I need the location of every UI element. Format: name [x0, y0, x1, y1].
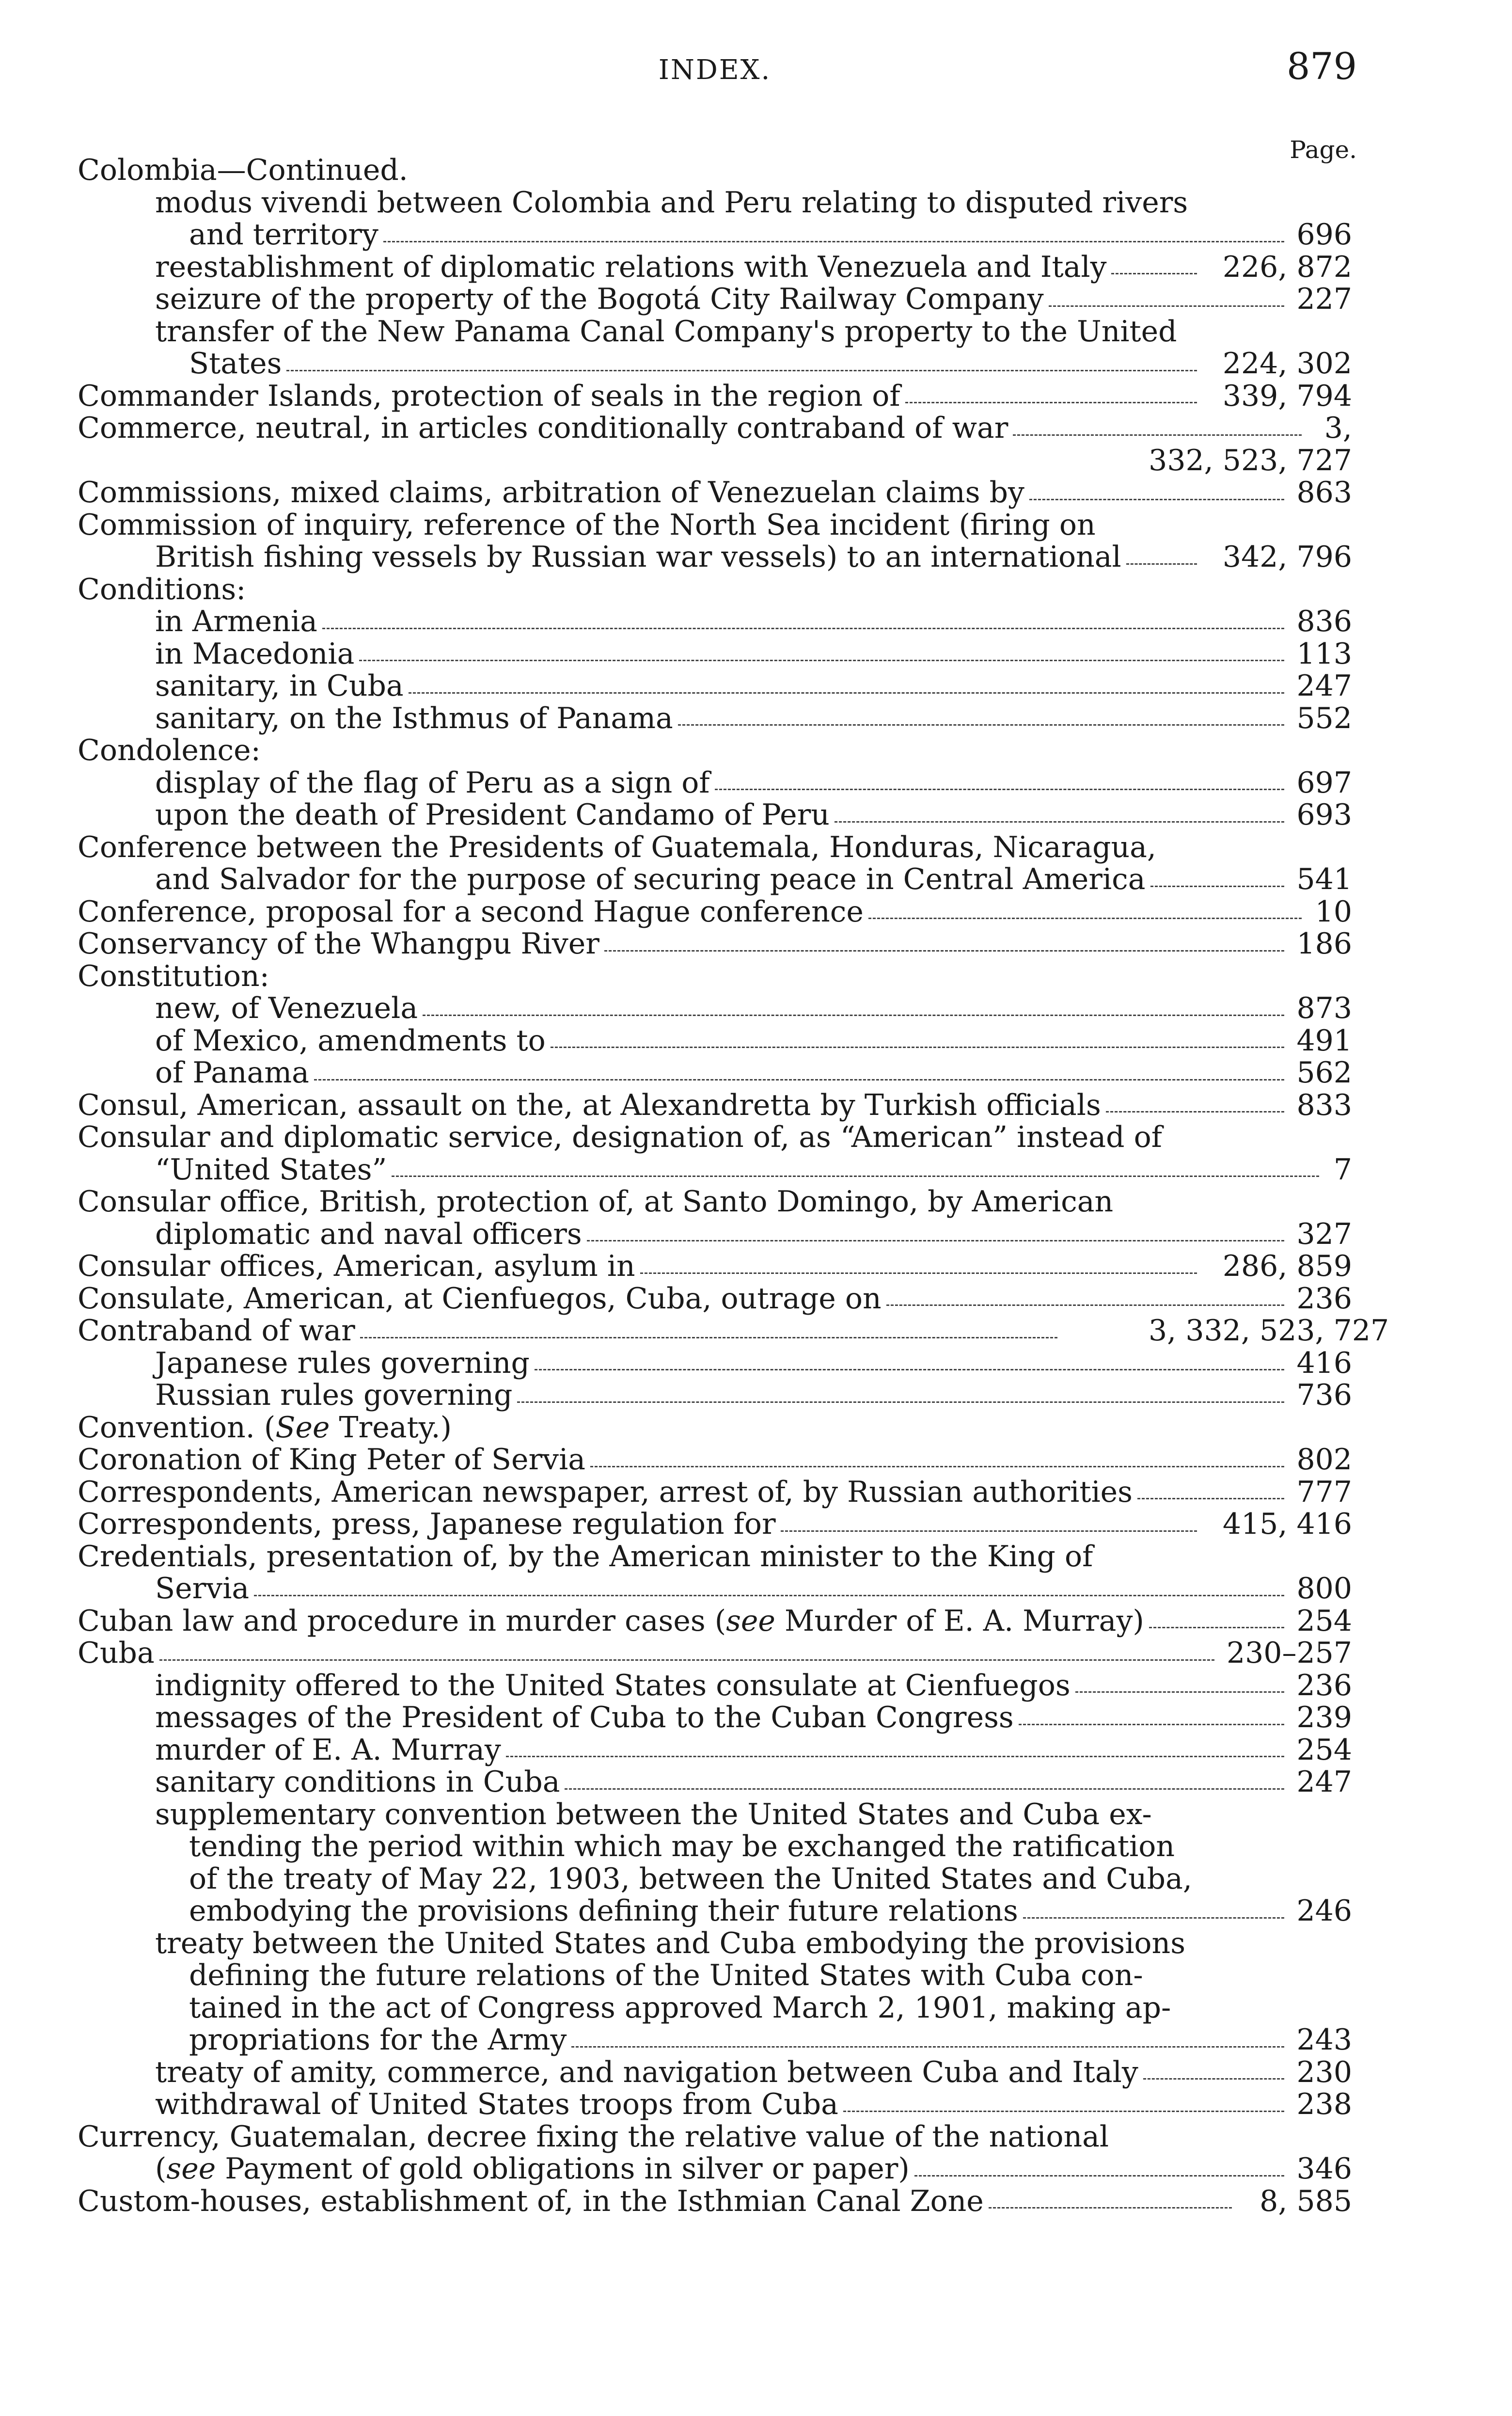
- dot-leader: [159, 1659, 1214, 1661]
- index-entry: [0, 1250, 1512, 1283]
- entry-line: [78, 1283, 1290, 1315]
- entry-line: [78, 154, 408, 187]
- entry-text: Conference, proposal for a second Hague conference: [78, 894, 864, 929]
- entry-page: 777: [1296, 1475, 1352, 1509]
- entry-page: 332, 523, 727: [1149, 443, 1352, 477]
- entry-text: British fishing vessels by Russian war vessels) to an international: [155, 540, 1121, 574]
- entry-text: Condolence:: [78, 733, 261, 767]
- index-entry: [0, 928, 1512, 960]
- entry-line: [189, 1992, 1171, 2024]
- index-entry: [0, 1734, 1512, 1766]
- entry-line: [155, 638, 1290, 670]
- index-entry: [0, 1121, 1512, 1154]
- entry-text: sanitary conditions in Cuba: [155, 1765, 560, 1799]
- entry-page: 254: [1296, 1733, 1352, 1767]
- entry-text: Commissions, mixed claims, arbitration of Venezuelan claims by: [78, 476, 1024, 509]
- index-entry: [0, 992, 1512, 1025]
- entry-line: [155, 1734, 1290, 1766]
- entry-text: Consular offices, American, asylum in: [78, 1249, 635, 1283]
- entry-page: 863: [1296, 476, 1352, 509]
- entry-text: and territory: [189, 218, 378, 252]
- entry-text: of Panama: [155, 1056, 309, 1090]
- index-entry: [0, 896, 1512, 928]
- entry-text: Conference between the Presidents of Guatemala, Honduras, Nicaragua,: [78, 830, 1157, 864]
- entry-text: propriations for the Army: [189, 2023, 567, 2057]
- entry-text: murder of E. A. Murray: [155, 1733, 501, 1767]
- entry-line: [155, 799, 1290, 831]
- dot-leader: [286, 370, 1197, 371]
- entry-page: 541: [1296, 862, 1352, 896]
- entry-page: 243: [1296, 2023, 1352, 2057]
- entry-line: [155, 1927, 1185, 1960]
- entry-page: 247: [1296, 1765, 1352, 1799]
- index-entry: [0, 2056, 1512, 2089]
- entry-text: Cuba: [78, 1636, 155, 1670]
- entry-page: 696: [1296, 218, 1352, 252]
- entry-line: [155, 1218, 1290, 1251]
- entry-line: [189, 1830, 1175, 1863]
- index-entry: [0, 1057, 1512, 1089]
- entry-text: Constitution:: [78, 959, 269, 993]
- entry-text: Conditions:: [78, 572, 246, 606]
- entry-line: [78, 734, 261, 767]
- entry-line: [155, 1379, 1290, 1412]
- entry-text: Coronation of King Peter of Servia: [78, 1443, 586, 1477]
- index-entry: [0, 219, 1512, 251]
- index-entry: [0, 1701, 1512, 1734]
- index-entry: [0, 1347, 1512, 1380]
- entry-text: and Salvador for the purpose of securing peace in Central America: [155, 862, 1146, 896]
- entry-page: 246: [1296, 1894, 1352, 1928]
- entry-text: display of the flag of Peru as a sign of: [155, 765, 710, 800]
- index-entry: [0, 863, 1512, 896]
- entry-line: [78, 477, 1290, 509]
- entry-text: messages of the President of Cuba to the Cuban Congress: [155, 1701, 1014, 1734]
- entry-line: [155, 541, 1203, 573]
- index-entry: [0, 316, 1512, 348]
- entry-line: [155, 316, 1177, 348]
- index-entry: [0, 477, 1512, 509]
- entry-page: 342, 796: [1222, 540, 1352, 574]
- entry-line: [78, 1541, 1093, 1573]
- entry-page: 802: [1296, 1443, 1352, 1477]
- entry-text: Convention. (See Treaty.): [78, 1410, 452, 1445]
- index-entry: [0, 187, 1512, 219]
- entry-line: [78, 1315, 1063, 1347]
- index-entry: [0, 1798, 1512, 1831]
- index-entry: [0, 1412, 1512, 1444]
- index-entry: [0, 831, 1512, 864]
- entry-page: 236: [1296, 1668, 1352, 1702]
- entry-page: 247: [1296, 669, 1352, 703]
- entry-text: (see Payment of gold obligations in silver or paper): [155, 2152, 910, 2186]
- entry-page: 8, 585: [1260, 2184, 1352, 2218]
- entry-page: 3,: [1324, 411, 1352, 445]
- page-header: [73, 45, 1357, 103]
- index-entry: [0, 380, 1512, 413]
- index-entry: [0, 251, 1512, 284]
- dot-leader: [359, 660, 1284, 661]
- entry-text: modus vivendi between Colombia and Peru relating to disputed rivers: [155, 185, 1188, 220]
- entry-page: 339, 794: [1222, 379, 1352, 413]
- dot-leader: [360, 1337, 1057, 1338]
- entry-text: Credentials, presentation of, by the American minister to the King of: [78, 1539, 1093, 1574]
- index-entry: [0, 412, 1512, 445]
- entry-page: 346: [1296, 2152, 1352, 2186]
- entry-line: [78, 896, 1307, 928]
- entry-text: Currency, Guatemalan, decree fixing the relative value of the national: [78, 2119, 1109, 2154]
- entry-page: 286, 859: [1222, 1249, 1352, 1283]
- entry-text: Colombia—Continued.: [78, 153, 408, 187]
- entry-text: Contraband of war: [78, 1314, 355, 1348]
- entry-line: [155, 187, 1188, 219]
- index-entry: [0, 2153, 1512, 2185]
- entry-text: Consular and diplomatic service, designation of, as “American” instead of: [78, 1120, 1162, 1154]
- index-entry: [0, 1444, 1512, 1476]
- index-entry: [0, 1541, 1512, 1573]
- index-entry: [0, 670, 1512, 702]
- index-entry: [0, 509, 1512, 541]
- entry-line: [155, 863, 1290, 896]
- entry-text: Conservancy of the Whangpu River: [78, 927, 599, 961]
- entry-line: [155, 767, 1290, 799]
- entry-text: Commander Islands, protection of seals in the region of: [78, 379, 900, 413]
- index-entry: [0, 702, 1512, 735]
- entry-page: 227: [1296, 282, 1352, 316]
- index-entry: [0, 960, 1512, 993]
- entry-text: Custom-houses, establishment of, in the Isthmian Canal Zone: [78, 2184, 984, 2218]
- entry-line: [155, 1766, 1290, 1798]
- entry-text: Servia: [155, 1572, 250, 1605]
- index-entry: [0, 348, 1512, 380]
- entry-line: [78, 380, 1203, 413]
- entry-page: 693: [1296, 798, 1352, 832]
- entry-line: [78, 1250, 1203, 1283]
- entry-line: [78, 1476, 1290, 1509]
- entry-line: [78, 2185, 1238, 2218]
- entry-text: reestablishment of diplomatic relations with Venezuela and Italy: [155, 250, 1107, 284]
- index-entry: [0, 154, 1512, 187]
- index-entry: [0, 1959, 1512, 1992]
- entry-page: 113: [1296, 636, 1352, 671]
- index-entry: [0, 767, 1512, 799]
- entry-text: indignity offered to the United States consulate at Cienfuegos: [155, 1668, 1071, 1702]
- entry-text: sanitary, in Cuba: [155, 669, 404, 703]
- entry-line: [155, 670, 1290, 702]
- entry-line: [78, 2121, 1109, 2153]
- entry-text: Consular office, British, protection of, at Santo Domingo, by American: [78, 1185, 1114, 1219]
- entry-page: 416: [1296, 1346, 1352, 1380]
- entry-page: 327: [1296, 1217, 1352, 1251]
- entry-text: diplomatic and naval officers: [155, 1217, 582, 1251]
- entry-line: [78, 1089, 1290, 1122]
- entry-line: [155, 1701, 1290, 1734]
- entry-line: [155, 1025, 1290, 1057]
- entry-line: [155, 283, 1290, 316]
- dot-leader: [640, 1272, 1197, 1274]
- entry-page: 836: [1296, 604, 1352, 638]
- index-entry: [0, 283, 1512, 316]
- entry-page: 7: [1333, 1152, 1352, 1187]
- entry-line: [78, 928, 1290, 960]
- entry-page: 239: [1296, 1701, 1352, 1734]
- entry-text: Consul, American, assault on the, at Alexandretta by Turkish officials: [78, 1088, 1101, 1122]
- index-entry: [0, 1830, 1512, 1863]
- entry-page: 10: [1315, 894, 1352, 929]
- index-entry: [0, 2121, 1512, 2153]
- entry-line: [78, 1186, 1113, 1218]
- entry-page: 230: [1296, 2055, 1352, 2089]
- entry-page: 552: [1296, 701, 1352, 735]
- entry-line: [155, 605, 1290, 638]
- entry-page: 697: [1296, 765, 1352, 800]
- entry-line: [155, 1057, 1290, 1089]
- entry-line: [78, 412, 1307, 445]
- entry-line: [189, 1959, 1143, 1992]
- entry-page: 224, 302: [1222, 347, 1352, 381]
- entry-page: 491: [1296, 1023, 1352, 1058]
- index-entry: [0, 1573, 1512, 1605]
- entry-text: tending the period within which may be exchanged the ratification: [189, 1829, 1175, 1863]
- entry-text: new, of Venezuela: [155, 991, 418, 1025]
- entry-page: 562: [1296, 1056, 1352, 1090]
- index-entry: [0, 1766, 1512, 1798]
- entry-text: withdrawal of United States troops from Cuba: [155, 2087, 838, 2121]
- entry-line: [155, 2153, 1290, 2185]
- index-entry: [0, 734, 1512, 767]
- entry-line: [155, 2088, 1290, 2121]
- entry-text: in Macedonia: [155, 636, 355, 671]
- index-entry: [0, 1992, 1512, 2024]
- entry-page: 3, 332, 523, 727: [1149, 1314, 1389, 1348]
- entry-line: [78, 1121, 1162, 1154]
- index-entry: [0, 1218, 1512, 1251]
- entry-line: [155, 1347, 1290, 1380]
- entry-text: States: [189, 347, 282, 381]
- entry-text: “United States”: [155, 1152, 387, 1187]
- entry-text: seizure of the property of the Bogotá City Railway Company: [155, 282, 1044, 316]
- index-entry: [0, 1508, 1512, 1541]
- header-title: INDEX.: [658, 54, 772, 86]
- entry-line: [155, 1573, 1290, 1605]
- entry-page: 238: [1296, 2087, 1352, 2121]
- entry-text: Japanese rules governing: [155, 1346, 530, 1380]
- entry-line: [78, 1637, 1220, 1669]
- index-entry: [0, 541, 1512, 573]
- entry-text: of the treaty of May 22, 1903, between the United States and Cuba,: [189, 1861, 1192, 1896]
- entry-page: 736: [1296, 1378, 1352, 1412]
- entry-text: of Mexico, amendments to: [155, 1023, 546, 1058]
- entry-line: [189, 1895, 1290, 1927]
- entry-text: Correspondents, American newspaper, arrest of, by Russian authorities: [78, 1475, 1133, 1509]
- entry-text: Correspondents, press, Japanese regulation for: [78, 1507, 776, 1541]
- entry-page: 226, 872: [1222, 250, 1352, 284]
- index-entry: [0, 605, 1512, 638]
- page-number: 879: [1286, 45, 1357, 88]
- entry-line: [189, 348, 1203, 380]
- index-entry: [0, 1863, 1512, 1895]
- entry-text: embodying the provisions defining their future relations: [189, 1894, 1018, 1928]
- entry-page: 230–257: [1226, 1636, 1352, 1670]
- index-entry: [0, 1315, 1512, 1347]
- entry-page: 186: [1296, 927, 1352, 961]
- entry-line: [155, 251, 1203, 284]
- entry-page: 833: [1296, 1088, 1352, 1122]
- index-entry: [0, 1283, 1512, 1315]
- index-entries: [0, 154, 1512, 2217]
- entry-line: [78, 1508, 1203, 1541]
- dot-leader: [322, 628, 1284, 629]
- entry-page: 254: [1296, 1604, 1352, 1638]
- entry-line: [78, 573, 246, 606]
- index-entry: [0, 1895, 1512, 1927]
- entry-line: [155, 702, 1290, 735]
- entry-line: [78, 1444, 1290, 1476]
- index-entry: [0, 1637, 1512, 1669]
- index-entry: [0, 1379, 1512, 1412]
- entry-line: [155, 2056, 1290, 2089]
- entry-text: transfer of the New Panama Canal Company's property to the United: [155, 314, 1177, 349]
- index-entry: [0, 445, 1512, 477]
- entry-text: supplementary convention between the United States and Cuba ex-: [155, 1797, 1152, 1831]
- entry-text: Russian rules governing: [155, 1378, 513, 1412]
- entry-line: [155, 1798, 1152, 1831]
- entry-line: [78, 960, 269, 993]
- entry-text: Cuban law and procedure in murder cases (see Murder of E. A. Murray): [78, 1604, 1144, 1638]
- entry-line: [78, 509, 1096, 541]
- index-entry: [0, 1089, 1512, 1122]
- entry-line: [189, 1863, 1192, 1895]
- dot-leader: [254, 1595, 1284, 1596]
- index-entry: [0, 799, 1512, 831]
- entry-text: in Armenia: [155, 604, 317, 638]
- index-entry: [0, 573, 1512, 606]
- index-entry: [0, 1605, 1512, 1637]
- entry-text: Commerce, neutral, in articles conditionally contraband of war: [78, 411, 1008, 445]
- entry-page: 873: [1296, 991, 1352, 1025]
- entry-text: Consulate, American, at Cienfuegos, Cuba, outrage on: [78, 1281, 882, 1316]
- entry-line: [189, 219, 1290, 251]
- entry-text: treaty of amity, commerce, and navigation between Cuba and Italy: [155, 2055, 1138, 2089]
- entry-text: treaty between the United States and Cuba embodying the provisions: [155, 1926, 1185, 1960]
- index-entry: [0, 1927, 1512, 1960]
- index-entry: [0, 2185, 1512, 2218]
- index-entry: [0, 2088, 1512, 2121]
- entry-text: Commission of inquiry, reference of the North Sea incident (firing on: [78, 508, 1096, 542]
- entry-page: 800: [1296, 1572, 1352, 1605]
- index-entry: [0, 2024, 1512, 2056]
- entry-line: [78, 1605, 1290, 1637]
- dot-leader: [314, 1079, 1284, 1081]
- entry-line: [78, 1412, 452, 1444]
- index-entry: [0, 1154, 1512, 1186]
- entry-text: tained in the act of Congress approved March 2, 1901, making ap-: [189, 1990, 1171, 2025]
- entry-page: 236: [1296, 1281, 1352, 1316]
- entry-line: [155, 1669, 1290, 1702]
- page-column-label: Page.: [1290, 136, 1357, 164]
- entry-page: 415, 416: [1222, 1507, 1352, 1541]
- entry-line: [78, 831, 1156, 864]
- entry-text: upon the death of President Candamo of Peru: [155, 798, 830, 832]
- index-entry: [0, 1025, 1512, 1057]
- index-entry: [0, 638, 1512, 670]
- index-entry: [0, 1186, 1512, 1218]
- entry-line: [155, 992, 1290, 1025]
- entry-text: sanitary, on the Isthmus of Panama: [155, 701, 673, 735]
- entry-text: defining the future relations of the United States with Cuba con-: [189, 1958, 1143, 1992]
- entry-line: [189, 2024, 1290, 2056]
- dot-leader: [781, 1530, 1197, 1532]
- index-entry: [0, 1476, 1512, 1509]
- index-entry: [0, 1669, 1512, 1702]
